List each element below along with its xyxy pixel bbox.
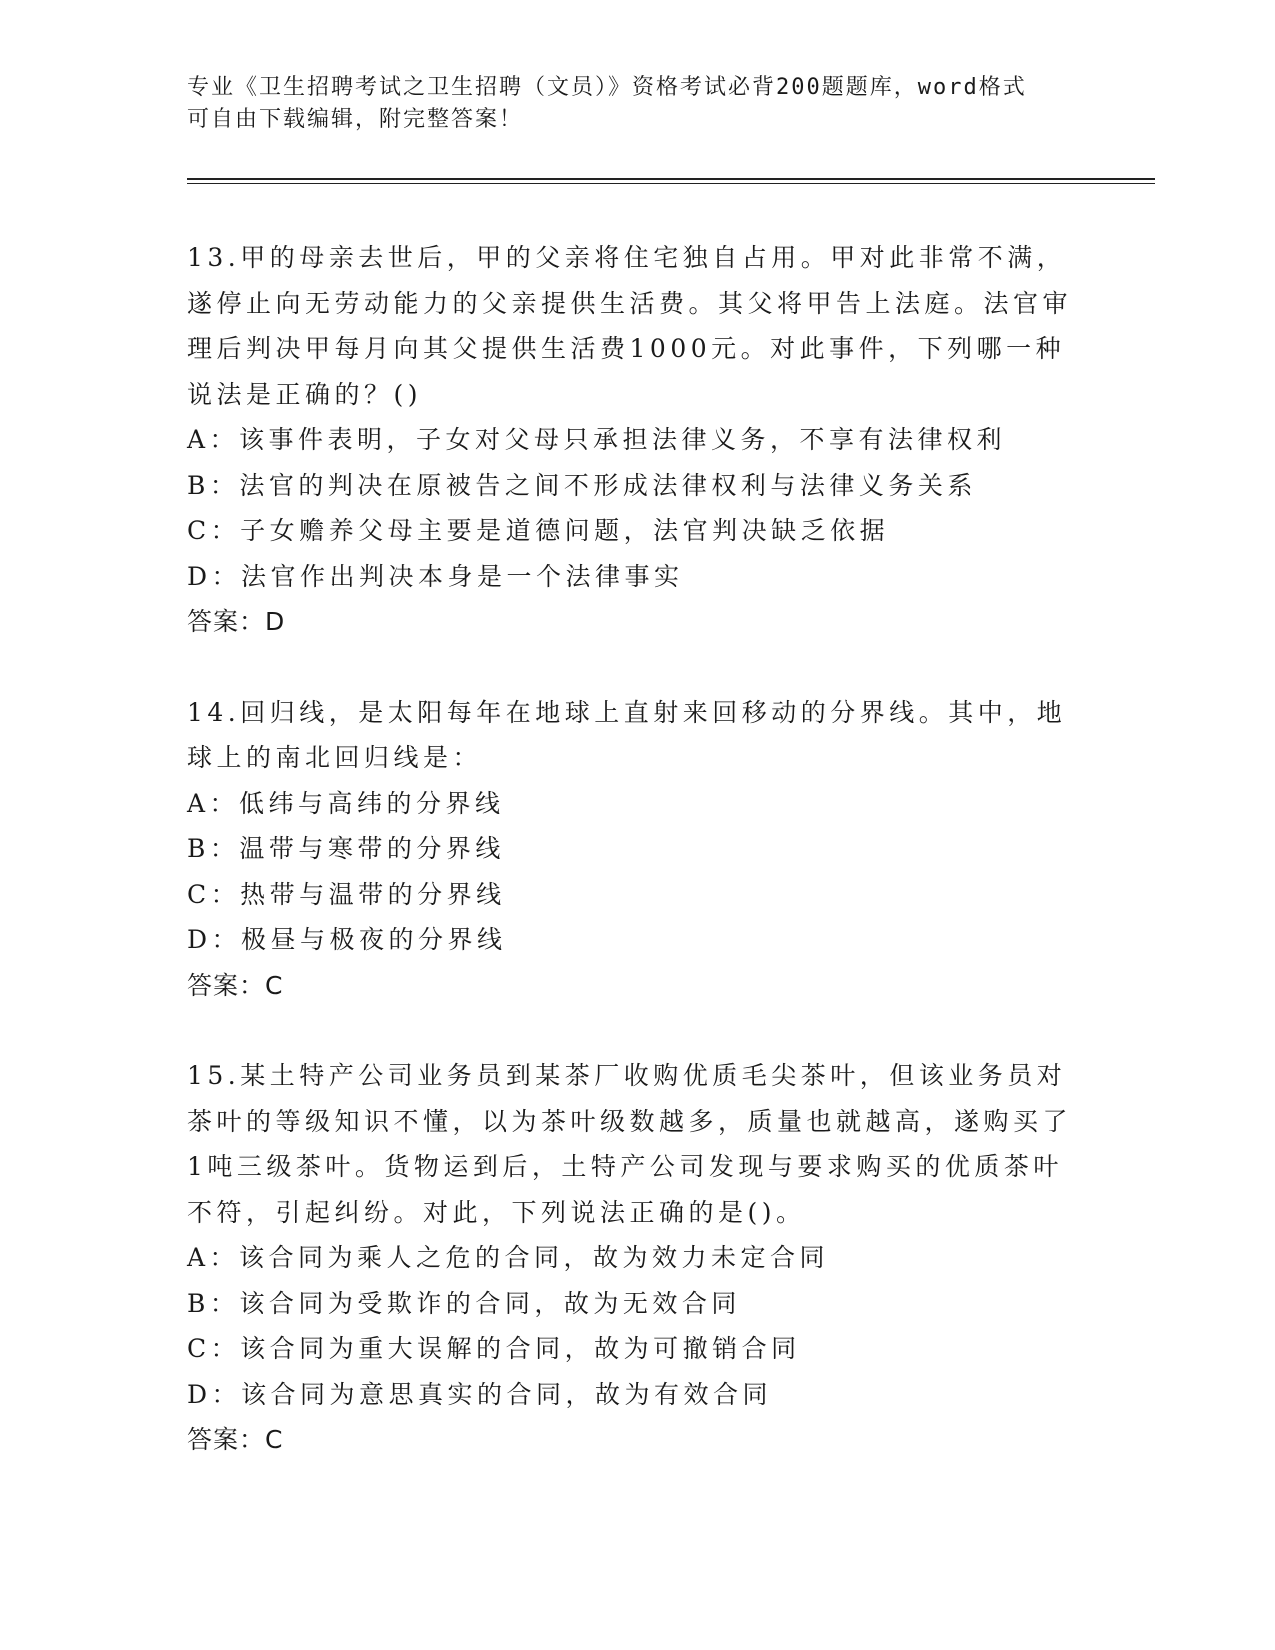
question-list — [187, 235, 1087, 1463]
answer-line: 答案：C — [187, 970, 284, 1000]
option-a: A：低纬与高纬的分界线 — [187, 788, 505, 818]
option-b: B：法官的判决在原被告之间不形成法律权利与法律义务关系 — [187, 470, 977, 500]
header-line-2: 可自由下载编辑，附完整答案！ — [187, 107, 524, 132]
header-line-1: 专业《卫生招聘考试之卫生招聘（文员）》资格考试必背200题题库，word格式 — [187, 75, 1027, 100]
document-header — [187, 72, 1067, 136]
header-divider-thick — [187, 178, 1155, 180]
option-d: D：法官作出判决本身是一个法律事实 — [187, 561, 684, 591]
question-13 — [187, 235, 1087, 645]
option-b: B：温带与寒带的分界线 — [187, 834, 505, 863]
question-15 — [187, 1053, 1087, 1463]
question-14 — [187, 690, 1087, 1009]
option-c: C：该合同为重大误解的合同，故为可撤销合同 — [187, 1334, 801, 1363]
option-b: B：该合同为受欺诈的合同，故为无效合同 — [187, 1288, 741, 1318]
question-stem: 13.甲的母亲去世后，甲的父亲将住宅独自占用。甲对此非常不满，遂停止向无劳动能力的父亲提供生活费。其父将甲告上法庭。法官审理后判决甲每月向其父提供生活费1000元。对此事件，下列哪一种说法是正确的？() — [187, 243, 1073, 409]
option-d: D：极昼与极夜的分界线 — [187, 925, 507, 954]
option-a: A：该合同为乘人之危的合同，故为效力未定合同 — [187, 1243, 830, 1272]
option-c: C：热带与温带的分界线 — [187, 879, 506, 909]
answer-line: 答案：C — [187, 1425, 284, 1454]
question-stem: 15.某土特产公司业务员到某茶厂收购优质毛尖茶叶，但该业务员对茶叶的等级知识不懂，以为茶叶级数越多，质量也就越高，遂购买了1吨三级茶叶。货物运到后，土特产公司发现与要求购买的优质茶叶不符，引起纠纷。对此，下列说法正确的是()。 — [187, 1061, 1073, 1227]
option-c: C：子女赡养父母主要是道德问题，法官判决缺乏依据 — [187, 516, 890, 545]
option-d: D：该合同为意思真实的合同，故为有效合同 — [187, 1379, 773, 1409]
question-stem: 14.回归线，是太阳每年在地球上直射来回移动的分界线。其中，地球上的南北回归线是： — [187, 697, 1067, 772]
header-divider-thin — [187, 183, 1155, 184]
option-a: A：该事件表明，子女对父母只承担法律义务，不享有法律权利 — [187, 425, 1007, 454]
answer-line: 答案：D — [187, 607, 286, 636]
